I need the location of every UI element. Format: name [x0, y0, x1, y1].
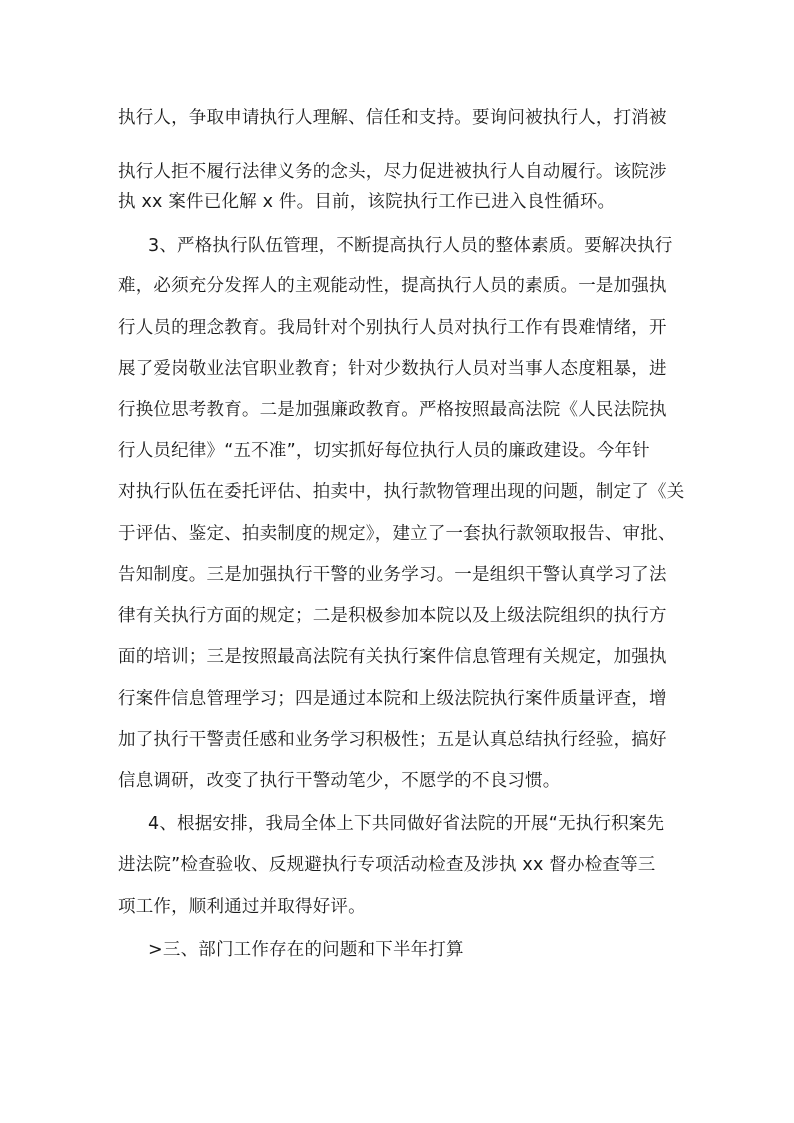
- paragraph-line: 执 xx 案件已化解 x 件。目前，该院执行工作已进入良性循环。: [118, 192, 616, 212]
- paragraph-line: 面的培训；三是按照最高法院有关执行案件信息管理有关规定，加强执: [118, 647, 667, 667]
- section-heading: >三、部门工作存在的问题和下半年打算: [148, 940, 464, 960]
- paragraph-line: 展了爱岗敬业法官职业教育；针对少数执行人员对当事人态度粗暴，进: [118, 359, 667, 379]
- paragraph-line: 行人员纪律》“五不准”，切实抓好每位执行人员的廉政建设。今年针: [118, 441, 650, 461]
- paragraph-line: 执行人，争取申请执行人理解、信任和支持。要询问被执行人，打消被: [118, 108, 667, 128]
- paragraph-line: 信息调研，改变了执行干警动笔少，不愿学的不良习惯。: [118, 771, 561, 791]
- paragraph-line: 行案件信息管理学习；四是通过本院和上级法院执行案件质量评查，增: [118, 689, 667, 709]
- paragraph-line: 行人员的理念教育。我局针对个别执行人员对执行工作有畏难情绪，开: [118, 318, 667, 338]
- paragraph-line: 告知制度。三是加强执行干警的业务学习。一是组织干警认真学习了法: [118, 565, 667, 585]
- paragraph-line: 3、严格执行队伍管理，不断提高执行人员的整体素质。要解决执行: [148, 236, 673, 256]
- paragraph-line: 行换位思考教育。二是加强廉政教育。严格按照最高法院《人民法院执: [118, 400, 667, 420]
- paragraph-line: 4、根据安排，我局全体上下共同做好省法院的开展“无执行积案先: [148, 814, 665, 834]
- paragraph-line: 于评估、鉴定、拍卖制度的规定》，建立了一套执行款领取报告、审批、: [118, 524, 676, 544]
- paragraph-line: 难，必须充分发挥人的主观能动性，提高执行人员的素质。一是加强执: [118, 276, 667, 296]
- paragraph-line: 对执行队伍在委托评估、拍卖中，执行款物管理出现的问题，制定了《关: [118, 482, 685, 502]
- paragraph-line: 律有关执行方面的规定；二是积极参加本院以及上级法院组织的执行方: [118, 606, 667, 626]
- paragraph-line: 项工作，顺利通过并取得好评。: [118, 897, 366, 917]
- paragraph-line: 执行人拒不履行法律义务的念头，尽力促进被执行人自动履行。该院涉: [118, 162, 667, 182]
- paragraph-line: 进法院”检查验收、反规避执行专项活动检查及涉执 xx 督办检查等三: [118, 855, 656, 875]
- paragraph-line: 加了执行干警责任感和业务学习积极性；五是认真总结执行经验，搞好: [118, 730, 667, 750]
